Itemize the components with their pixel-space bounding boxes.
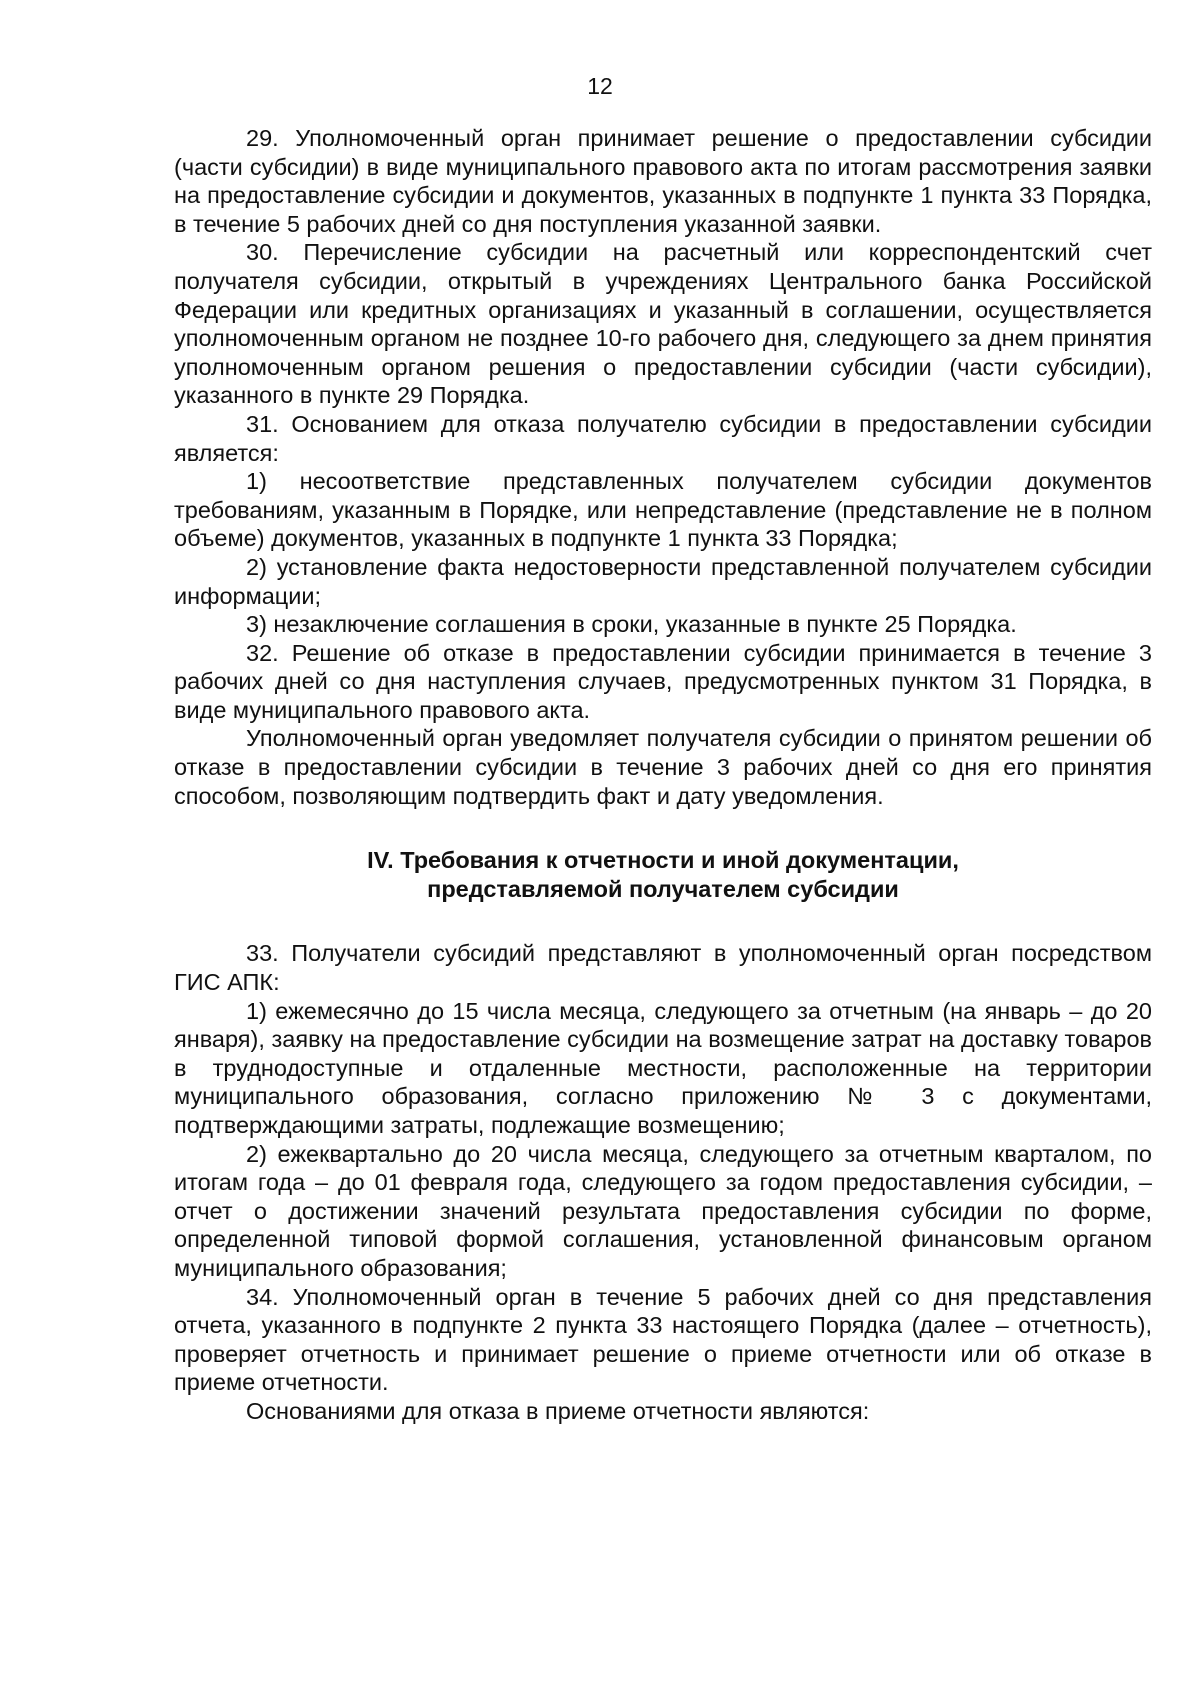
paragraph-31-item-2: 2) установление факта недостоверности представленной получателем субсидии информации; (174, 553, 1152, 609)
section-heading (174, 846, 1152, 903)
paragraph-31-item-3: 3) незаключение соглашения в сроки, указанные в пункте 25 Порядка. (246, 611, 1017, 638)
paragraph-32: 32. Решение об отказе в предоставлении субсидии принимается в течение 3 рабочих дней со дня наступления случаев, предусмотренных пунктом 31 Порядка, в виде муниципального правового акта. (174, 639, 1152, 723)
page-number: 12 (587, 73, 613, 99)
section-heading-line-2: представляемой получателем субсидии (427, 875, 899, 902)
paragraph-32-notice: Уполномоченный орган уведомляет получателя субсидии о принятом решении об отказе в предоставлении субсидии в течение 3 рабочих дней со дня его принятия способом, позволяющим подтвердить факт и дату уведомления. (174, 725, 1152, 809)
document-body (174, 124, 1152, 1426)
paragraph-34: 34. Уполномоченный орган в течение 5 рабочих дней со дня представления отчета, указанного в подпункте 2 пункта 33 настоящего Порядка (далее – отчетность), проверяет отчетность и принимает решение о приеме отчетности или об отказе в приеме отчетности. (174, 1283, 1152, 1396)
paragraph-33-item-2: 2) ежеквартально до 20 числа месяца, следующего за отчетным кварталом, по итогам года – до 01 февраля года, следующего за годом предоставления субсидии, – отчет о достижении значений результата предоставления субсидии по форме, определенной типовой формой соглашения, установленной финансовым органом муниципального образования; (174, 1140, 1152, 1281)
section-heading-line-1: IV. Требования к отчетности и иной документации, (367, 847, 959, 874)
paragraph-31-item-1: 1) несоответствие представленных получателем субсидии документов требованиям, указанным в Порядке, или непредставление (представление не в полном объеме) документов, указанных в подпункте 1 пункта 33 Порядка; (174, 468, 1152, 552)
paragraph-33-item-1: 1) ежемесячно до 15 числа месяца, следующего за отчетным (на январь – до 20 января), заявку на предоставление субсидии на возмещение затрат на доставку товаров в труднодоступные и отдаленные местности, расположенные на территории муниципального образования, согласно приложению № 3 с документами, подтверждающими затраты, подлежащие возмещению; (174, 997, 1152, 1138)
paragraph-29: 29. Уполномоченный орган принимает решение о предоставлении субсидии (части субсидии) в виде муниципального правового акта по итогам рассмотрения заявки на предоставление субсидии и документов, указанных в подпункте 1 пункта 33 Порядка, в течение 5 рабочих дней со дня поступления указанной заявки. (174, 125, 1152, 237)
paragraph-30: 30. Перечисление субсидии на расчетный или корреспондентский счет получателя субсидии, открытый в учреждениях Центрального банка Российской Федерации или кредитных организациях и указанный в соглашении, осуществляется уполномоченным органом не позднее 10-го рабочего дня, следующего за днем принятия уполномоченным органом решения о предоставлении субсидии (части субсидии), указанного в пункте 29 Порядка. (174, 239, 1152, 409)
paragraph-31: 31. Основанием для отказа получателю субсидии в предоставлении субсидии является: (174, 410, 1152, 466)
paragraph-33: 33. Получатели субсидий представляют в уполномоченный орган посредством ГИС АПК: (174, 940, 1152, 996)
paragraph-34-grounds: Основаниями для отказа в приеме отчетности являются: (246, 1397, 870, 1424)
